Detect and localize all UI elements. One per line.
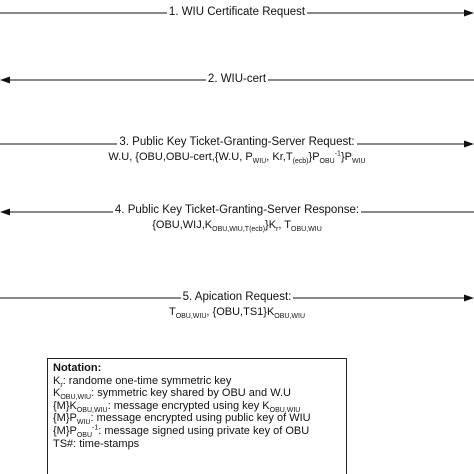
message-1-label: 1. WIU Certificate Request xyxy=(168,6,306,18)
message-5-label: 5. Apication Request: xyxy=(182,291,292,303)
message-2-label: 2. WIU-cert xyxy=(207,73,267,85)
notation-encrypted: $\{M\}K_{OBU,WIU}$: message encrypted using key $K_{OBU,WIU}$ xyxy=(53,399,301,414)
message-3-label: 3. Public Key Ticket-Granting-Server Request: xyxy=(119,136,355,148)
message-5-label-wrap xyxy=(0,291,474,304)
notation-kobu: $K_{OBU,WIU}$: symmetric key shared by OBU and W.U xyxy=(53,387,291,402)
message-4-label-wrap xyxy=(0,204,474,217)
message-2-label-wrap xyxy=(0,73,474,86)
message-5-detail: $T_{OBU,WIU}$, $\{OBU,TS1\}K_{OBU,WIU}$ xyxy=(168,306,306,321)
message-1-label-wrap xyxy=(0,6,474,19)
notation-timestamps: TS#: time-stamps xyxy=(53,437,140,450)
notation-public-key: $\{M\}P_{WIU}$: message encrypted using public key of WIU xyxy=(53,412,311,427)
message-3-label-wrap xyxy=(0,136,474,149)
notation-signed: $\{M\}P_{OBU}^{-1}$: message signed using private key of OBU xyxy=(53,424,310,440)
notation-title: Notation: xyxy=(53,362,102,374)
notation-kr: $K_r$: randome one-time symmetric key xyxy=(53,374,232,389)
notation-box xyxy=(47,358,347,474)
message-4-label: 4. Public Key Ticket-Granting-Server Response: xyxy=(114,204,360,216)
message-4-detail: $\{OBU,WIJ,K_{OBU,WIU,T(ecb)}\}K_r$, $T_{OBU,WIU}$ xyxy=(152,219,322,234)
message-3-detail: W.U, {OBU,OBU-cert,{W.U, $P_{WIU}$, $Kr,T_{(ecb)}\}P_{OBU}^{-1}\}P_{WIU}$ xyxy=(108,150,366,166)
